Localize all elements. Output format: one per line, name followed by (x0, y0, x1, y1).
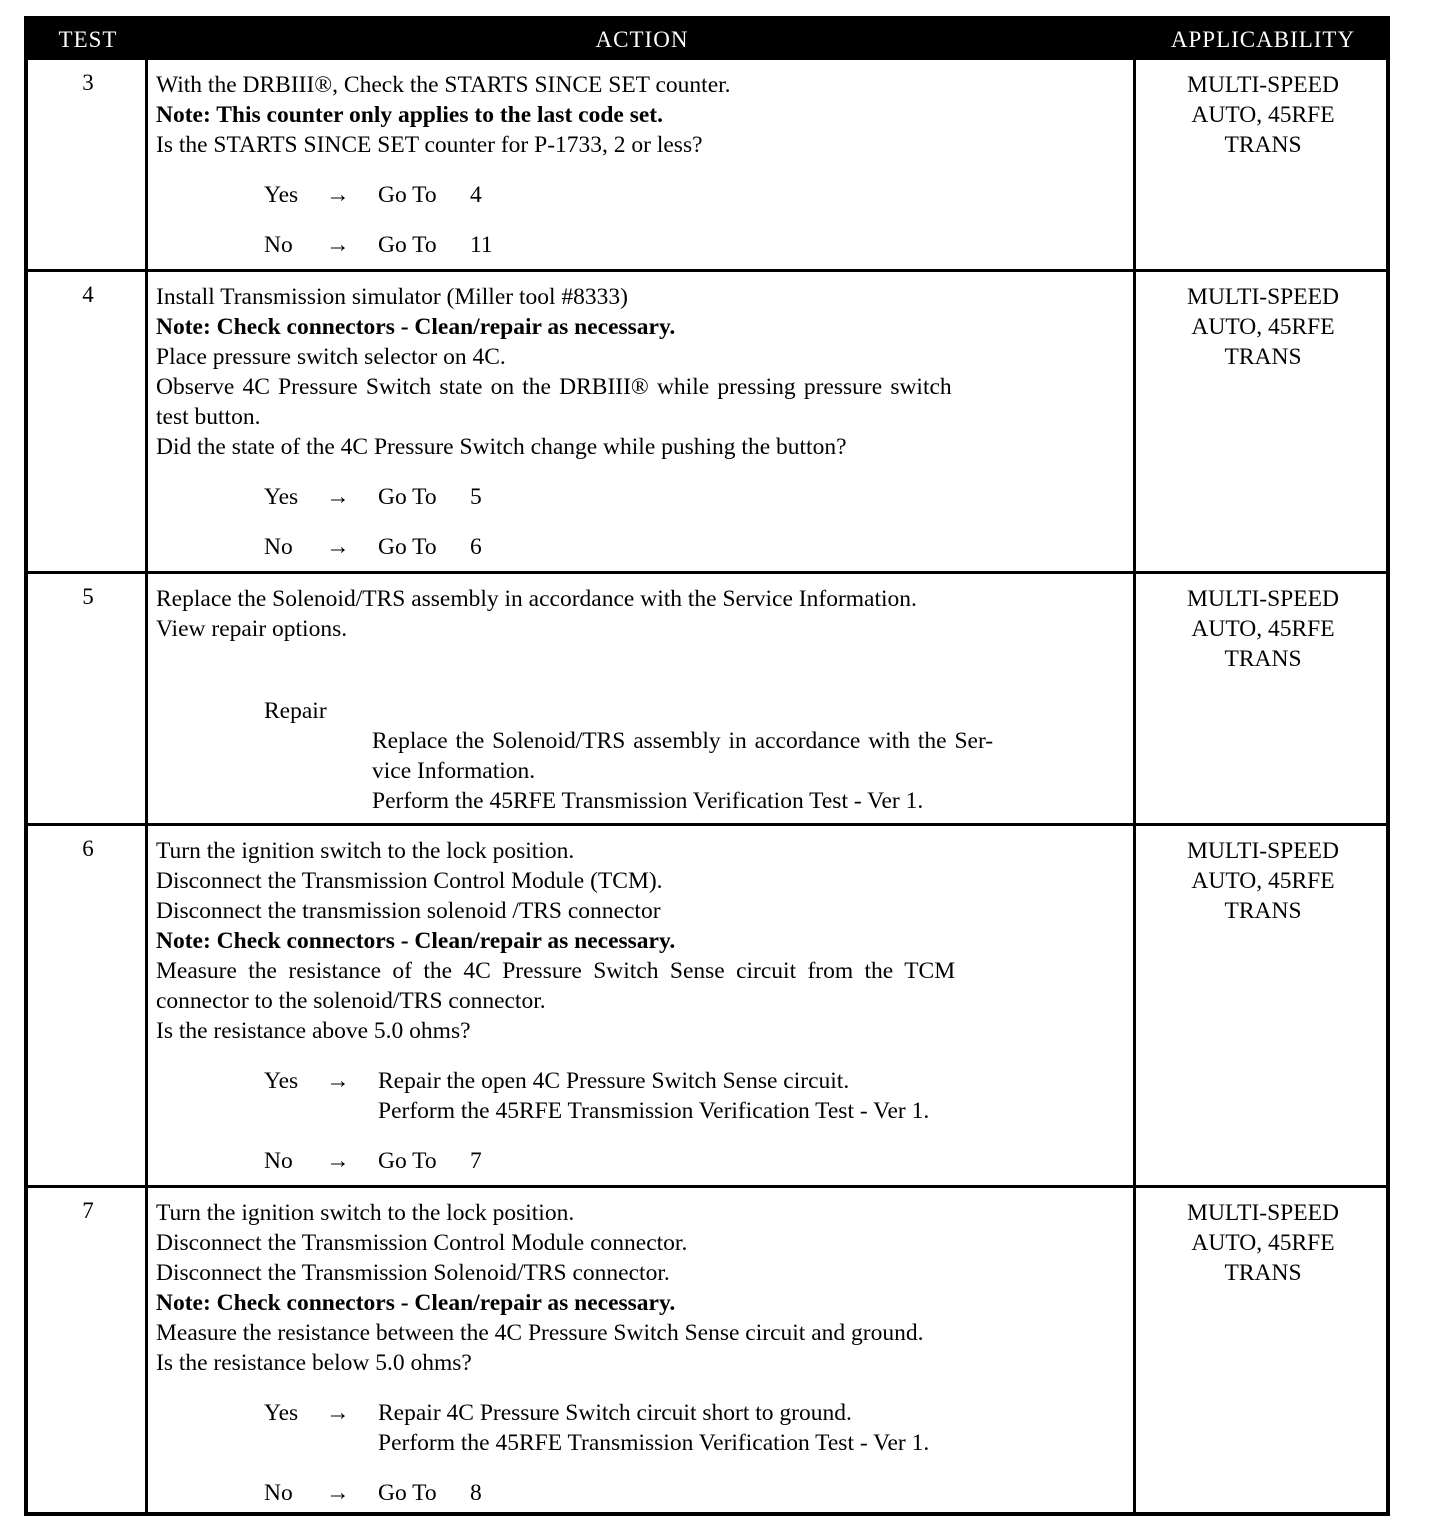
test-number: 3 (82, 70, 94, 95)
action-cell (156, 70, 1128, 260)
table-header (28, 20, 1386, 60)
arrow-icon: → (326, 484, 350, 510)
applicability-line: MULTI-SPEED (1187, 72, 1339, 98)
applicability-line: TRANS (1224, 1260, 1302, 1286)
applicability-cell (1136, 282, 1390, 372)
header-applicability: APPLICABILITY (1170, 27, 1356, 52)
action-line: View repair options. (156, 616, 348, 642)
table-row (28, 60, 1386, 272)
answer-label: Yes (264, 1400, 299, 1426)
answer-result: Go To (378, 534, 437, 560)
action-note: Note: Check connectors - Clean/repair as necessary. (156, 314, 676, 340)
answer-goto-number: 8 (470, 1480, 482, 1506)
answer-label: Yes (264, 1068, 299, 1094)
action-cell (156, 1198, 1128, 1508)
action-line: Install Transmission simulator (Miller tool #8333) (156, 284, 628, 310)
arrow-icon: → (326, 182, 350, 208)
applicability-line: AUTO, 45RFE (1191, 314, 1335, 340)
applicability-line: AUTO, 45RFE (1191, 1230, 1335, 1256)
table-row (28, 574, 1386, 826)
action-cell (156, 282, 1128, 562)
answer-goto-number: 6 (470, 534, 482, 560)
action-line: Measure the resistance between the 4C Pressure Switch Sense circuit and ground. (156, 1320, 924, 1346)
answer-label: Yes (264, 182, 299, 208)
answer-yes (156, 180, 1128, 210)
answer-yes (156, 482, 1128, 512)
action-line: Disconnect the Transmission Solenoid/TRS connector. (156, 1260, 670, 1286)
applicability-line: TRANS (1224, 132, 1302, 158)
action-line: Disconnect the Transmission Control Module (TCM). (156, 868, 663, 894)
arrow-icon: → (326, 534, 350, 560)
answer-result: Go To (378, 1148, 437, 1174)
answer-no (156, 1146, 1128, 1176)
action-line: connector to the solenoid/TRS connector. (156, 988, 546, 1014)
answer-yes (156, 1066, 1128, 1126)
applicability-cell (1136, 1198, 1390, 1288)
answer-label: No (264, 1480, 293, 1506)
answer-label: No (264, 232, 293, 258)
applicability-cell (1136, 584, 1390, 674)
table-row (28, 1188, 1386, 1512)
applicability-cell (1136, 836, 1390, 926)
action-note: Note: Check connectors - Clean/repair as necessary. (156, 1290, 676, 1316)
arrow-icon: → (326, 1148, 350, 1174)
action-line: Is the STARTS SINCE SET counter for P-1733, 2 or less? (156, 132, 703, 158)
action-line: Measure the resistance of the 4C Pressure Switch Sense circuit from the TCM (156, 958, 956, 984)
repair-line: vice Information. (372, 758, 536, 784)
action-line: With the DRBIII®, Check the STARTS SINCE SET counter. (156, 72, 731, 98)
arrow-icon: → (326, 1400, 350, 1426)
applicability-line: MULTI-SPEED (1187, 586, 1339, 612)
action-line: Turn the ignition switch to the lock position. (156, 1200, 575, 1226)
table-row (28, 272, 1386, 574)
action-line: Replace the Solenoid/TRS assembly in accordance with the Service Information. (156, 586, 917, 612)
repair-label: Repair (264, 698, 327, 724)
applicability-line: MULTI-SPEED (1187, 284, 1339, 310)
repair-text (156, 726, 1128, 816)
repair-line: Replace the Solenoid/TRS assembly in accordance with the Ser- (372, 728, 994, 754)
applicability-line: AUTO, 45RFE (1191, 102, 1335, 128)
header-test: TEST (58, 27, 118, 52)
answer-goto-number: 4 (470, 182, 482, 208)
action-cell (156, 584, 1128, 816)
applicability-line: TRANS (1224, 344, 1302, 370)
applicability-line: MULTI-SPEED (1187, 838, 1339, 864)
test-number: 7 (82, 1198, 94, 1223)
applicability-line: MULTI-SPEED (1187, 1200, 1339, 1226)
action-line: Did the state of the 4C Pressure Switch change while pushing the button? (156, 434, 847, 460)
diagnostic-test-table (24, 16, 1390, 1516)
test-number: 4 (82, 282, 94, 307)
action-line: Disconnect the Transmission Control Module connector. (156, 1230, 688, 1256)
action-line: Is the resistance below 5.0 ohms? (156, 1350, 472, 1376)
applicability-line: TRANS (1224, 646, 1302, 672)
answer-result: Perform the 45RFE Transmission Verification Test - Ver 1. (378, 1430, 930, 1456)
answer-label: No (264, 1148, 293, 1174)
action-line: Place pressure switch selector on 4C. (156, 344, 506, 370)
test-number: 5 (82, 584, 94, 609)
answer-label: Yes (264, 484, 299, 510)
action-line: Observe 4C Pressure Switch state on the DRBIII® while pressing pressure switch (156, 374, 952, 400)
answer-result: Go To (378, 1480, 437, 1506)
answer-goto-number: 11 (470, 232, 493, 258)
action-line: Turn the ignition switch to the lock position. (156, 838, 575, 864)
answer-result: Repair the open 4C Pressure Switch Sense circuit. (378, 1068, 850, 1094)
table-row (28, 826, 1386, 1188)
applicability-line: AUTO, 45RFE (1191, 868, 1335, 894)
answer-no (156, 1478, 1128, 1508)
answer-result: Repair 4C Pressure Switch circuit short to ground. (378, 1400, 852, 1426)
answer-result: Go To (378, 232, 437, 258)
applicability-line: AUTO, 45RFE (1191, 616, 1335, 642)
answer-result: Go To (378, 182, 437, 208)
action-line: Disconnect the transmission solenoid /TRS connector (156, 898, 661, 924)
action-line: Is the resistance above 5.0 ohms? (156, 1018, 471, 1044)
answer-result: Go To (378, 484, 437, 510)
arrow-icon: → (326, 1068, 350, 1094)
header-action: ACTION (595, 27, 689, 52)
answer-result: Perform the 45RFE Transmission Verification Test - Ver 1. (378, 1098, 930, 1124)
action-cell (156, 836, 1128, 1176)
answer-no (156, 230, 1128, 260)
answer-goto-number: 5 (470, 484, 482, 510)
action-note: Note: Check connectors - Clean/repair as necessary. (156, 928, 676, 954)
arrow-icon: → (326, 232, 350, 258)
action-line: test button. (156, 404, 261, 430)
repair-line: Perform the 45RFE Transmission Verification Test - Ver 1. (372, 788, 924, 814)
arrow-icon: → (326, 1480, 350, 1506)
answer-label: No (264, 534, 293, 560)
action-note: Note: This counter only applies to the last code set. (156, 102, 663, 128)
answer-no (156, 532, 1128, 562)
applicability-cell (1136, 70, 1390, 160)
answer-goto-number: 7 (470, 1148, 482, 1174)
answer-yes (156, 1398, 1128, 1458)
repair-block (156, 696, 1128, 816)
test-number: 6 (82, 836, 94, 861)
applicability-line: TRANS (1224, 898, 1302, 924)
